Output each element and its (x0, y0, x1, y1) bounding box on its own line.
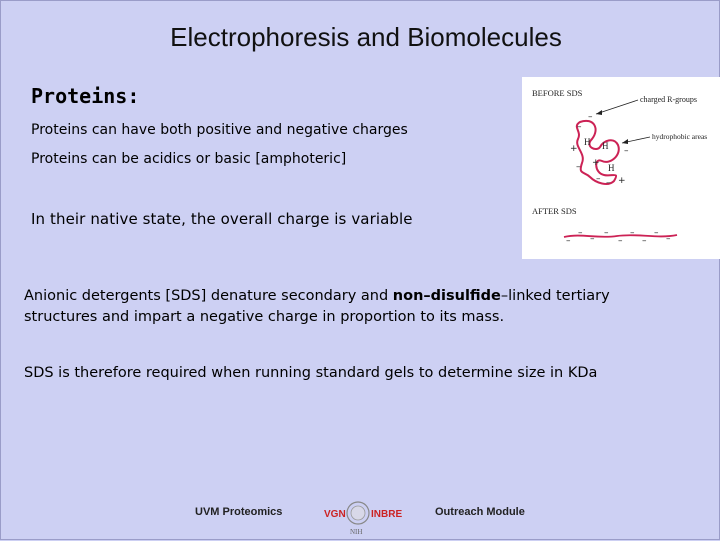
after-sds-label: AFTER SDS (532, 206, 577, 216)
sds-diagram (522, 77, 720, 259)
vgn-inbre-logo (322, 497, 412, 537)
svg-text:–: – (618, 236, 623, 246)
hydrophobic-label: hydrophobic areas (652, 132, 708, 141)
logo-vgn-text: VGN (324, 509, 346, 520)
svg-text:–: – (642, 236, 647, 246)
svg-text:–: – (576, 162, 581, 172)
logo-inbre-text: INBRE (371, 509, 403, 520)
footer-left-text: UVM Proteomics (195, 506, 283, 518)
before-sds-label: BEFORE SDS (532, 88, 583, 98)
svg-text:–: – (630, 228, 635, 238)
sds-paragraph-end: –linked tertiary structures and impart a negative charge in proportion to its mass. (24, 288, 610, 325)
charged-arrowhead (596, 110, 602, 115)
svg-text:–: – (566, 236, 571, 246)
svg-text:+: + (618, 176, 626, 186)
h-label-1: H (584, 137, 591, 147)
hydrophobic-arrowhead (622, 139, 628, 144)
svg-text:–: – (666, 234, 671, 244)
svg-text:–: – (578, 228, 583, 238)
logo-seal-inner (351, 506, 365, 520)
svg-text:–: – (624, 146, 629, 156)
svg-text:–: – (654, 228, 659, 238)
svg-text:–: – (596, 174, 601, 184)
slide-title: Electrophoresis and Biomolecules (170, 22, 562, 52)
bullet-charges: Proteins can have both positive and negative charges (31, 122, 408, 138)
logo-nih-text: NIH (350, 528, 363, 536)
footer-right-text: Outreach Module (435, 506, 525, 518)
charged-arrow (596, 100, 638, 114)
svg-text:–: – (588, 112, 593, 122)
sds-requirement-text: SDS is therefore required when running standard gels to determine size in KDa (24, 365, 598, 381)
sds-paragraph-bold: non–disulfide (392, 288, 501, 304)
svg-text:+: + (592, 158, 600, 168)
footer (0, 497, 720, 537)
section-heading: Proteins: (31, 84, 140, 108)
h-label-2: H (608, 163, 615, 173)
svg-text:–: – (590, 234, 595, 244)
svg-text:–: – (577, 122, 582, 132)
native-state-text: In their native state, the overall charge is variable (31, 210, 413, 228)
charged-groups-label: charged R-groups (640, 95, 697, 104)
svg-text:+: + (570, 144, 578, 154)
svg-text:–: – (604, 228, 609, 238)
sds-paragraph-start: Anionic detergents [SDS] denature secondary and (24, 288, 393, 304)
bullet-amphoteric: Proteins can be acidics or basic [amphoteric] (31, 151, 347, 167)
after-charge-signs (566, 228, 671, 246)
h-label-3: H (602, 141, 609, 151)
sds-paragraph (24, 286, 644, 328)
svg-text:–: – (606, 178, 611, 188)
